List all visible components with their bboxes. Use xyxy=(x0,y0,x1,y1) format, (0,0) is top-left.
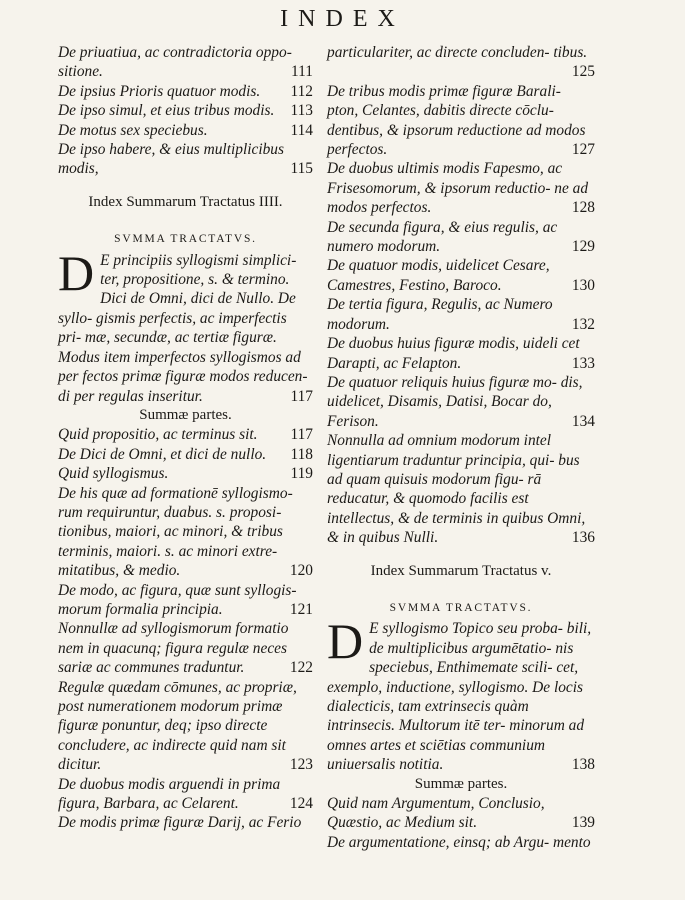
index-entry xyxy=(58,121,313,140)
entry-page: 119 xyxy=(290,465,313,483)
entry-page: 125 xyxy=(571,63,595,81)
summa-paragraph-v xyxy=(327,613,595,774)
summa-text: E principiis syllogismi simplici- ter, propositione, s. & termino. Dici de Omni, dici de Nullo. De syllo- gismis perfectis, ac imperfectis pri- mæ, secundæ, ac tertiæ figuræ. Modus item imperfectos syllogismos ad per fectos primæ figuræ modos reducen- di per regulas inseritur. xyxy=(58,251,308,405)
right-entries-a xyxy=(327,43,595,548)
partes-label-iv: Summæ partes. xyxy=(139,406,232,423)
entry-text: particulariter, ac directe concluden- tibus. xyxy=(327,44,588,61)
entry-page: 136 xyxy=(571,529,595,547)
index-entry xyxy=(327,82,595,160)
index-entry xyxy=(58,101,313,120)
entry-text: De tertia figura, Regulis, ac Numero modorum. xyxy=(327,296,553,333)
entry-page: 134 xyxy=(571,412,595,430)
entry-text: Quid syllogismus. xyxy=(58,465,169,483)
entry-text: De quatuor reliquis huius figuræ mo- dis, uidelicet, Disamis, Datisi, Bocar do, Ferison. xyxy=(327,373,583,430)
entry-page: 121 xyxy=(289,600,313,618)
index-entry xyxy=(327,159,595,217)
entry-page: 112 xyxy=(290,82,313,100)
index-entry xyxy=(58,425,313,444)
index-entry xyxy=(327,334,595,373)
index-entry xyxy=(58,813,313,832)
entry-text: De duobus ultimis modis Fapesmo, ac Frisesomorum, & ipsorum reductio- ne ad modos perfectos. xyxy=(327,160,589,217)
entry-text: De tribus modis primæ figuræ Barali- pton, Celantes, dabitis directe cōclu- dentibus, & ipsorum reductione ad modos perfectos. xyxy=(327,82,586,159)
entry-page: 132 xyxy=(571,315,595,333)
entry-text: De argumentatione, einsq; ab Argu- mento xyxy=(327,833,591,851)
index-entry xyxy=(58,484,313,581)
index-entry xyxy=(327,373,595,431)
entry-page: 113 xyxy=(290,102,313,120)
entry-text: Quid propositio, ac terminus sit. xyxy=(58,426,258,444)
right-column xyxy=(327,43,595,852)
index-entry xyxy=(58,140,313,179)
entry-page: 122 xyxy=(289,659,313,677)
entry-page: 130 xyxy=(571,276,595,294)
index-entry xyxy=(327,43,595,82)
entry-text: De his quæ ad formationē syllogismo- rum requiruntur, duabus. s. proposi- tionibus, maiori, ac minori, & tribus terminis, maiori. s. ac minori extre- mitatibus, & medio. xyxy=(58,484,293,580)
index-heading-iv: Index Summarum Tractatus IIII. xyxy=(88,193,283,210)
index-entry xyxy=(327,833,595,852)
running-head: INDEX xyxy=(280,6,405,32)
entry-text: De quatuor modis, uidelicet Cesare, Camestres, Festino, Baroco. xyxy=(327,257,550,294)
entry-text: De motus sex speciebus. xyxy=(58,121,208,139)
entry-page: 127 xyxy=(571,141,595,159)
summa-label-iv: SVMMA TRACTATVS. xyxy=(114,233,257,246)
entry-text: De modis primæ figuræ Darij, ac Ferio xyxy=(58,814,302,832)
index-entry xyxy=(327,794,595,833)
index-entry xyxy=(58,775,313,814)
index-entry xyxy=(58,43,313,82)
left-entries xyxy=(58,425,313,833)
index-entry xyxy=(58,464,313,483)
entry-text: De Dici de Omni, et dici de nullo. xyxy=(58,445,267,463)
entry-text: Regulæ quædam cōmunes, ac propriæ, post numerationem modorum primæ figuræ ponuntur, deq; ipso directe concludere, ac indirecte quid nam sit dicitur. xyxy=(58,678,297,774)
index-entry xyxy=(58,82,313,101)
index-entry xyxy=(58,619,313,677)
dropcap: D xyxy=(327,613,364,670)
entry-page: 120 xyxy=(289,562,313,580)
left-top-entries xyxy=(58,43,313,179)
entry-text: De priuatiua, ac contradictoria oppo- sitione. xyxy=(58,44,292,81)
entry-page: 124 xyxy=(289,795,313,813)
index-entry xyxy=(58,678,313,775)
index-entry xyxy=(58,445,313,464)
right-entries-b xyxy=(327,794,595,852)
entry-text: De ipso simul, et eius tribus modis. xyxy=(58,102,275,120)
entry-page: 111 xyxy=(291,63,313,81)
index-heading-v: Index Summarum Tractatus v. xyxy=(370,562,552,579)
entry-text: De ipsius Prioris quatuor modis. xyxy=(58,82,261,100)
entry-page: 118 xyxy=(290,445,313,463)
entry-page: 128 xyxy=(571,199,595,217)
summa-text: E syllogismo Topico seu proba- bili, de multiplicibus argumētatio- nis speciebus, Enthimemate scili- cet, exemplo, inductione, syllogismo. De locis dialecticis, tam extrinsecis quàm intrinsecis. Multorum itē ter- minorum ad omnes artes et sciētias communium uniuersalis notitia. xyxy=(327,620,592,774)
dropcap: D xyxy=(58,244,95,301)
index-entry xyxy=(327,256,595,295)
index-entry xyxy=(327,431,595,547)
entry-page: 129 xyxy=(571,238,595,256)
entry-page: 117 xyxy=(290,426,313,444)
index-entry xyxy=(58,581,313,620)
entry-text: De modo, ac figura, quæ sunt syllogis- morum formalia principia. xyxy=(58,581,297,618)
summa-page: 117 xyxy=(290,387,313,405)
entry-text: De duobus huius figuræ modis, uideli cet Darapti, ac Felapton. xyxy=(327,335,580,372)
entry-page: 133 xyxy=(571,354,595,372)
entry-text: Quid nam Argumentum, Conclusio, Quæstio, ac Medium sit. xyxy=(327,795,545,832)
entry-text: De secunda figura, & eius regulis, ac numero modorum. xyxy=(327,218,558,256)
entry-page: 123 xyxy=(289,756,313,774)
entry-page: 115 xyxy=(290,160,313,178)
summa-page: 138 xyxy=(571,756,595,774)
entry-text: De ipso habere, & eius multiplicibus modis, xyxy=(58,141,284,178)
entry-text: Nonnullæ ad syllogismorum formatio nem in quacunq; figura regulæ neces sariæ ac communes traduntur. xyxy=(58,620,289,677)
entry-text: Nonnulla ad omnium modorum intel ligentiarum traduntur principia, qui- bus ad quam quisuis modorum figu- rā reducatur, & quomodo facilis est intellectus, & de terminis in quibus Omni, & in quibus Nulli. xyxy=(327,432,586,547)
summa-paragraph-iv xyxy=(58,244,313,406)
entry-text: De duobus modis arguendi in prima figura, Barbara, ac Celarent. xyxy=(58,775,281,813)
partes-label-v: Summæ partes. xyxy=(414,775,508,792)
entry-page: 114 xyxy=(290,121,313,139)
index-entry xyxy=(327,218,595,257)
entry-page: 139 xyxy=(571,814,595,832)
summa-label-v: SVMMA TRACTATVS. xyxy=(389,601,533,614)
index-entry xyxy=(327,295,595,334)
left-column xyxy=(58,43,313,833)
